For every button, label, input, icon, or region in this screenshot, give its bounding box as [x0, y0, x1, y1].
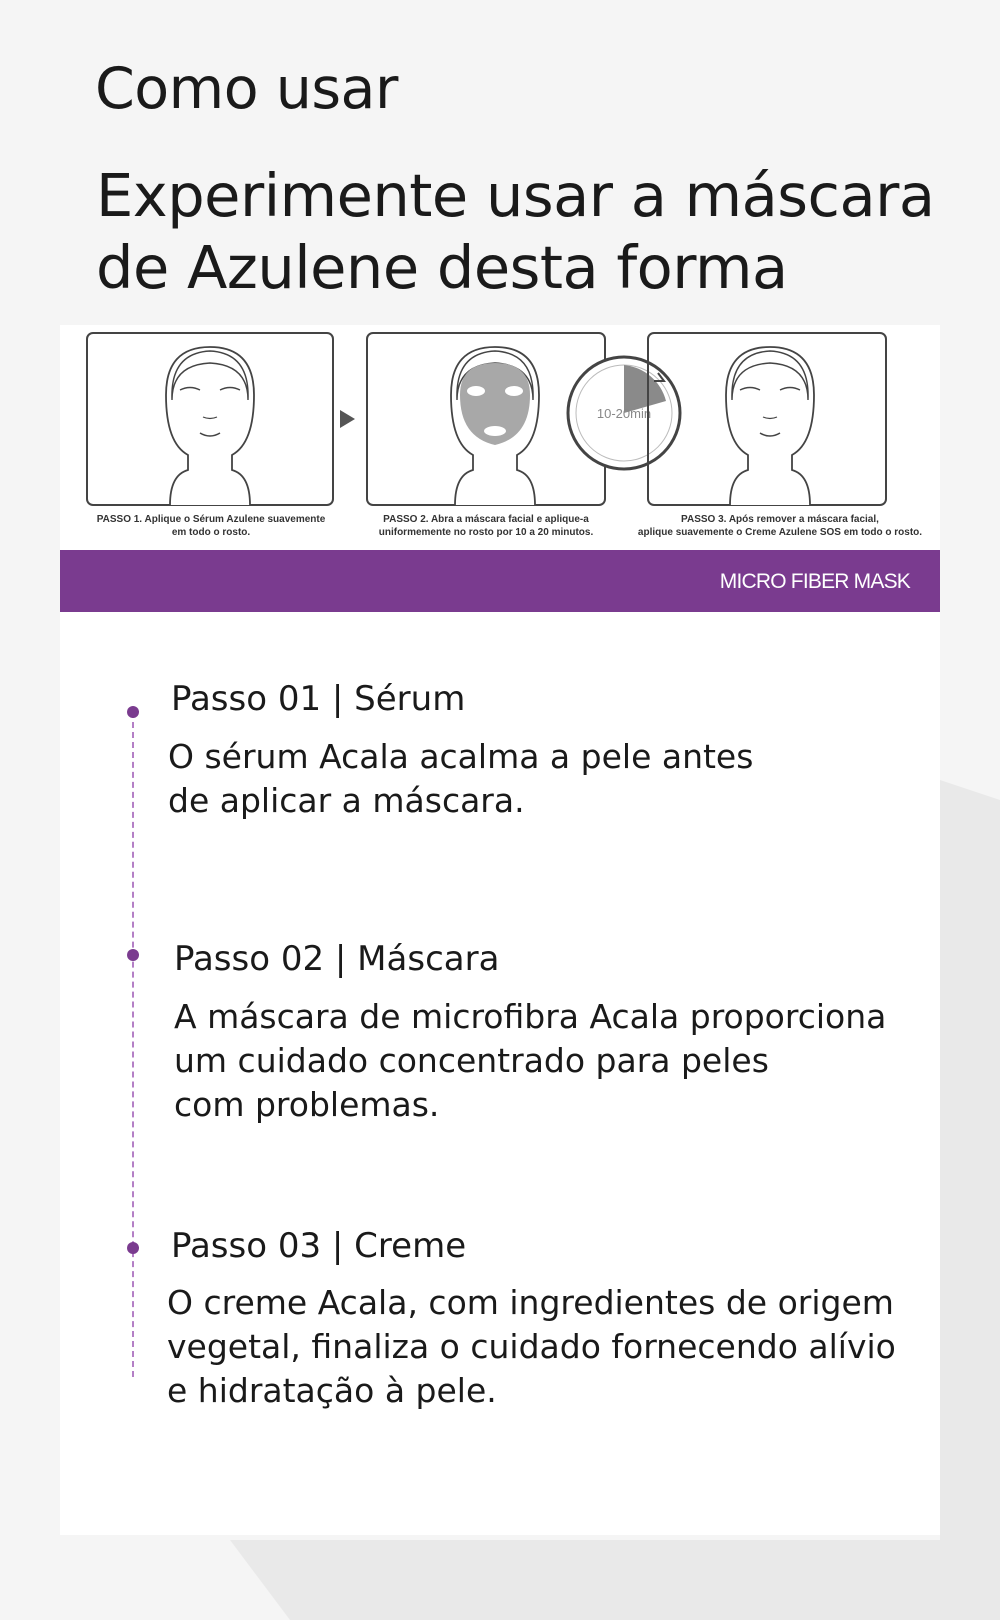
- banner-label: MICRO FIBER MASK: [719, 570, 910, 593]
- page-subtitle: Experimente usar a máscara de Azulene desta forma: [96, 161, 935, 302]
- step1-description: O sérum Acala acalma a pele antes de aplicar a máscara.: [168, 737, 754, 820]
- timeline-dot-step1: [127, 706, 139, 718]
- face-mask-icon-step2: [451, 347, 539, 505]
- arrow-right-icon: [340, 410, 355, 428]
- face-icon-step3: [726, 347, 814, 505]
- step3-title: Passo 03 | Creme: [171, 1226, 467, 1266]
- step2-description: A máscara de microfibra Acala proporciona um cuidado concentrado para peles com problemas.: [174, 997, 887, 1124]
- step1-title: Passo 01 | Sérum: [171, 679, 466, 719]
- step3-description: O creme Acala, com ingredientes de origem vegetal, finaliza o cuidado fornecendo alívio e hidratação à pele.: [167, 1283, 896, 1410]
- timeline-dot-step2: [127, 949, 139, 961]
- timeline-line: [132, 712, 134, 1377]
- step1-caption: PASSO 1. Aplique o Sérum Azulene suavemente em todo o rosto.: [96, 514, 326, 538]
- timeline-dot-step3: [127, 1242, 139, 1254]
- face-icon-step1: [166, 347, 254, 505]
- product-banner: [60, 550, 940, 612]
- step3-caption: PASSO 3. Após remover a máscara facial, aplique suavemente o Creme Azulene SOS em todo o rosto.: [637, 514, 923, 538]
- svg-text:10-20min: 10-20min: [596, 406, 652, 421]
- page-title: Como usar: [95, 56, 398, 122]
- step2-title: Passo 02 | Máscara: [174, 939, 500, 979]
- step2-caption: PASSO 2. Abra a máscara facial e aplique-a uniformemente no rosto por 10 a 20 minutos.: [378, 514, 594, 538]
